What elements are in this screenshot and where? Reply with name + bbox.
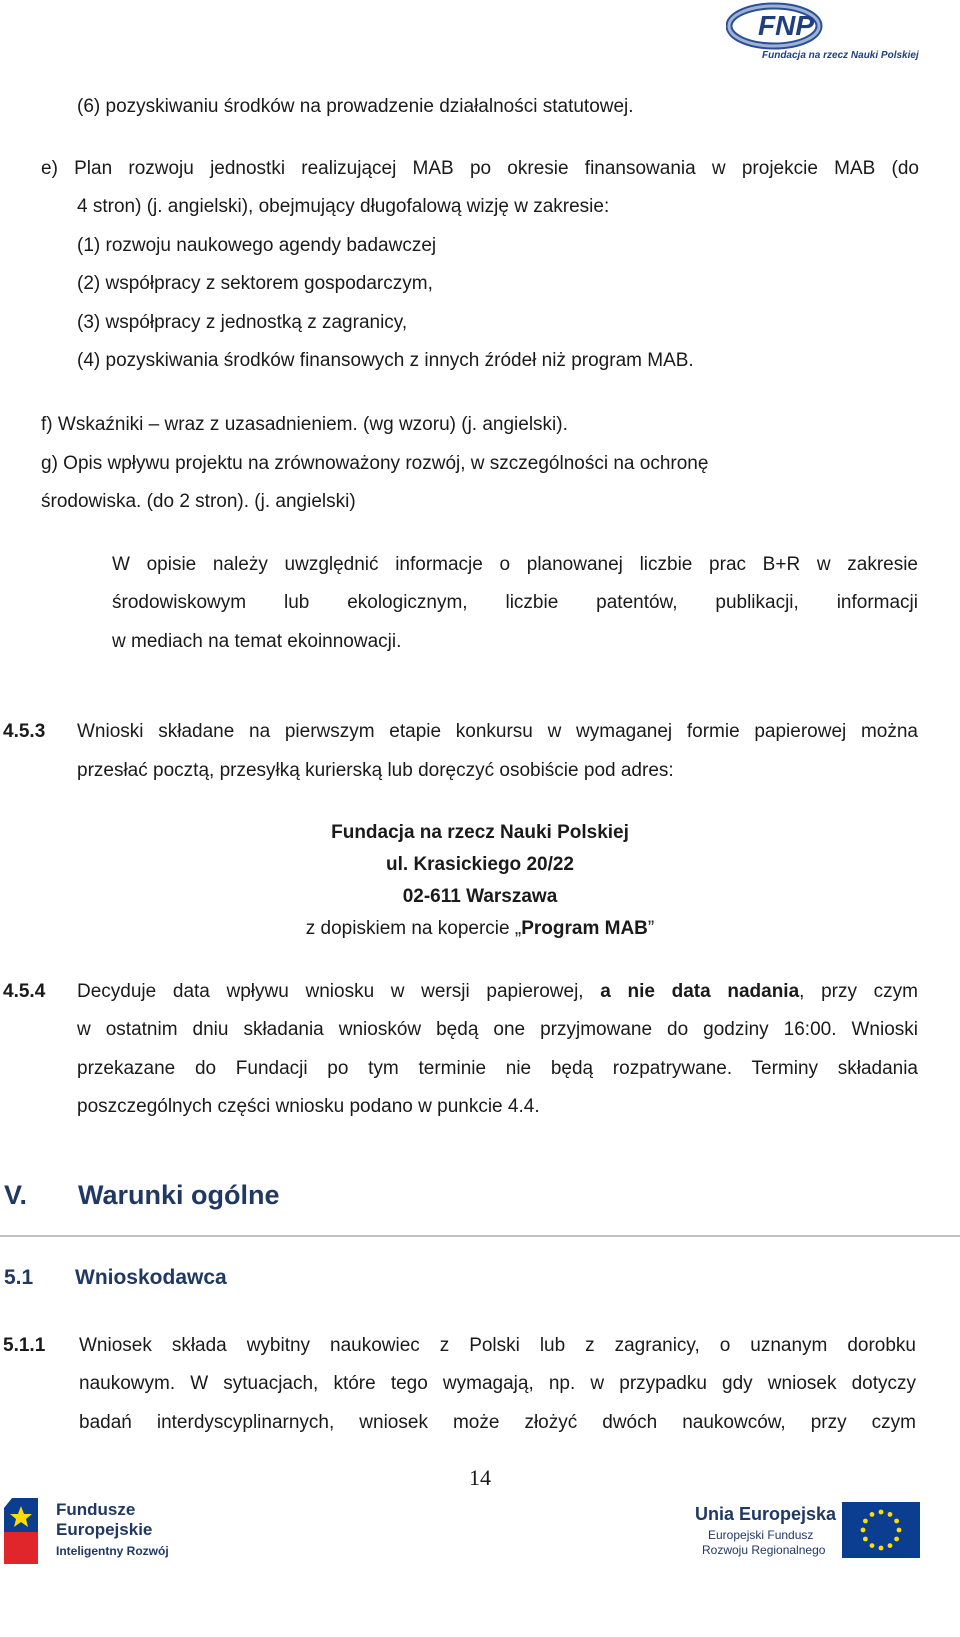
eu-logo bbox=[690, 1498, 960, 1568]
fe-line1: Fundusze bbox=[56, 1500, 136, 1519]
envelope-note bbox=[0, 916, 960, 942]
section-number-4-5-3: 4.5.3 bbox=[3, 721, 46, 742]
logo-subtitle: Fundacja na rzecz Nauki Polskiej bbox=[762, 50, 919, 61]
envelope-note-suffix: ” bbox=[647, 918, 655, 939]
item-f: f) Wskaźniki – wraz z uzasadnieniem. (wg wzoru) (j. angielski). bbox=[41, 414, 568, 435]
s454-line2: w ostatnim dniu składania wniosków będą one przyjmowane do godziny 16:00. Wnioski bbox=[77, 1019, 918, 1040]
fnp-logo bbox=[722, 0, 954, 66]
fundusze-europejskie-logo bbox=[0, 1492, 200, 1637]
s511-line1: Wniosek składa wybitny naukowiec z Polski lub z zagranicy, o uznanym dorobku bbox=[79, 1335, 916, 1356]
s454-line1-c: , przy czym bbox=[799, 981, 918, 1002]
eu-line2: Europejski Fundusz bbox=[708, 1528, 814, 1542]
s454-line3: przekazane do Fundacji po tym terminie nie będą rozpatrywane. Terminy składania bbox=[77, 1058, 918, 1079]
item-e3: (3) współpracy z jednostką z zagranicy, bbox=[77, 312, 408, 333]
page-number: 14 bbox=[469, 1465, 491, 1490]
logo-text: FNP bbox=[758, 10, 814, 41]
eu-line1: Unia Europejska bbox=[695, 1504, 837, 1524]
s454-line1-a: Decyduje data wpływu wniosku w wersji papierowej, bbox=[77, 981, 584, 1002]
s453-line2: przesłać pocztą, przesyłką kurierską lub doręczyć osobiście pod adres: bbox=[77, 760, 674, 781]
chapter-divider bbox=[0, 1235, 960, 1237]
chapter-number: V. bbox=[4, 1180, 28, 1210]
section-number-4-5-4: 4.5.4 bbox=[3, 981, 46, 1002]
item-g-line1: g) Opis wpływu projektu na zrównoważony rozwój, w szczególności na ochronę bbox=[41, 453, 709, 474]
s454-line1 bbox=[77, 980, 918, 1004]
item-g-line2: środowiska. (do 2 stron). (j. angielski) bbox=[41, 491, 356, 512]
section-number-5-1-1: 5.1.1 bbox=[3, 1335, 46, 1356]
eu-flag-icon bbox=[842, 1502, 920, 1558]
section-number-5-1: 5.1 bbox=[4, 1266, 34, 1289]
s453-line1: Wnioski składane na pierwszym etapie konkursu w wymaganej formie papierowej można bbox=[77, 721, 918, 742]
g-note-line3: w mediach na temat ekoinnowacji. bbox=[112, 631, 402, 652]
item-e2: (2) współpracy z sektorem gospodarczym, bbox=[77, 273, 433, 294]
envelope-note-prefix: z dopiskiem na kopercie „ bbox=[305, 918, 522, 939]
s511-line3: badań interdyscyplinarnych, wniosek może złożyć dwóch naukowców, przy czym bbox=[79, 1412, 916, 1433]
chapter-title: Warunki ogólne bbox=[78, 1180, 280, 1210]
item-e-line1: e) Plan rozwoju jednostki realizującej MAB po okresie finansowania w projekcie MAB (do bbox=[41, 158, 919, 179]
s454-line4: poszczególnych części wniosku podano w punkcie 4.4. bbox=[77, 1096, 540, 1117]
s454-line1-bold: a nie data nadania bbox=[600, 981, 800, 1002]
section-title-5-1: Wnioskodawca bbox=[75, 1266, 227, 1289]
g-note-line1: W opisie należy uwzględnić informacje o planowanej liczbie prac B+R w zakresie bbox=[112, 554, 918, 575]
address-city: 02-611 Warszawa bbox=[402, 886, 558, 907]
eu-line3: Rozwoju Regionalnego bbox=[702, 1543, 826, 1557]
item-e-line2: 4 stron) (j. angielski), obejmujący długofalową wizję w zakresie: bbox=[77, 196, 610, 217]
envelope-note-program: Program MAB bbox=[521, 918, 648, 939]
item-6-statutory: (6) pozyskiwaniu środków na prowadzenie działalności statutowej. bbox=[77, 96, 634, 117]
fe-star-icon bbox=[4, 1498, 50, 1564]
fe-line3: Inteligentny Rozwój bbox=[56, 1544, 169, 1558]
g-note-line2: środowiskowym lub ekologicznym, liczbie patentów, publikacji, informacji bbox=[112, 592, 918, 613]
item-e4: (4) pozyskiwania środków finansowych z innych źródeł niż program MAB. bbox=[77, 350, 694, 371]
item-e1: (1) rozwoju naukowego agendy badawczej bbox=[77, 235, 437, 256]
address-street: ul. Krasickiego 20/22 bbox=[386, 854, 574, 875]
fe-line2: Europejskie bbox=[56, 1520, 153, 1539]
s511-line2: naukowym. W sytuacjach, które tego wymagają, np. w przypadku gdy wniosek dotyczy bbox=[79, 1373, 916, 1394]
address-name: Fundacja na rzecz Nauki Polskiej bbox=[331, 822, 629, 843]
